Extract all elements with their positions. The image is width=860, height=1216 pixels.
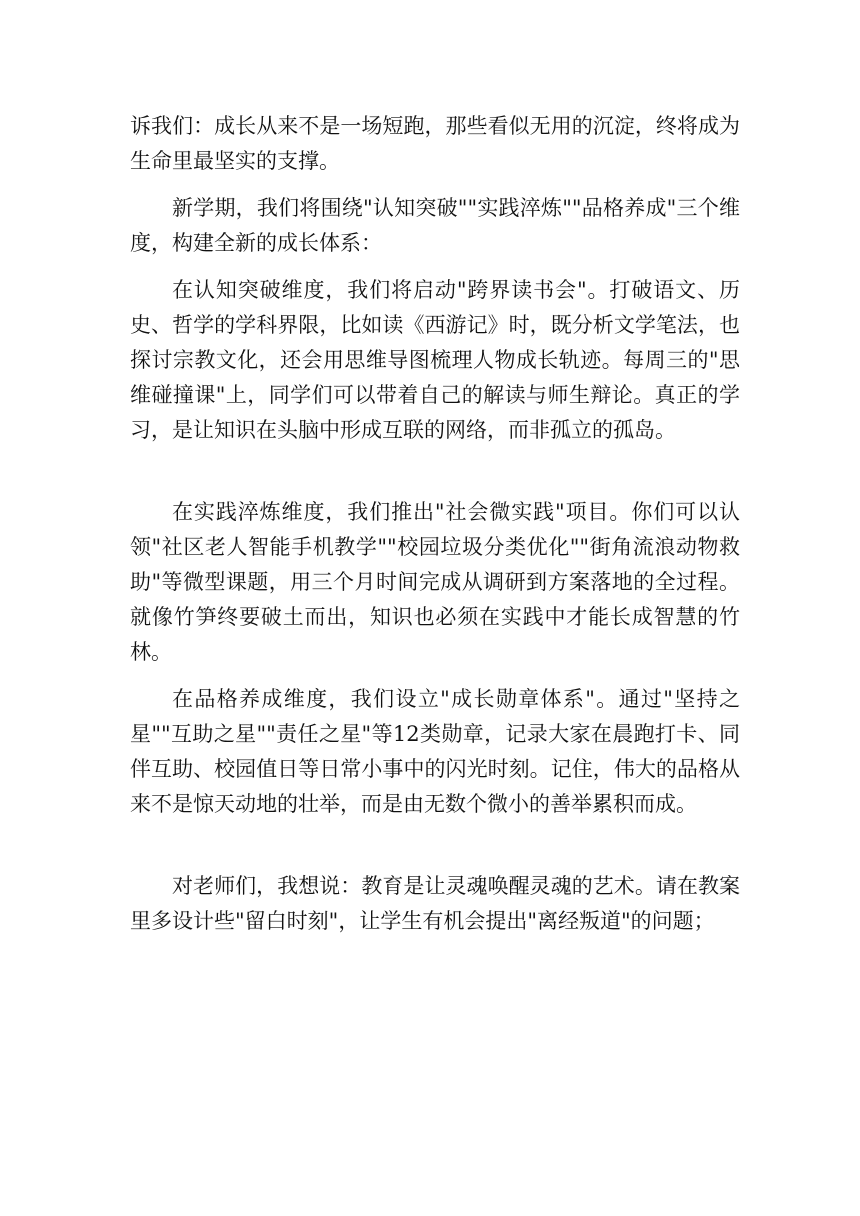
paragraph-continued: 诉我们：成长从来不是一场短跑，那些看似无用的沉淀，终将成为生命里最坚实的支撑。: [130, 114, 740, 173]
paragraph-spacing: [130, 448, 740, 495]
paragraph-spacing: [130, 261, 740, 273]
document-body: [130, 109, 740, 939]
paragraph-cognition: 在认知突破维度，我们将启动"跨界读书会"。打破语文、历史、哲学的学科界限，比如读《西游记》时，既分析文学笔法，也探讨宗教文化，还会用思维导图梳理人物成长轨迹。每周三的"思维碰撞课"上，同学们可以带着自己的解读与师生辩论。真正的学习，是让知识在头脑中形成互联的网络，而非孤立的孤岛。: [130, 278, 740, 442]
paragraph-character: 在品格养成维度，我们设立"成长勋章体系"。通过"坚持之星""互助之星""责任之星"等12类勋章，记录大家在晨跑打卡、同伴互助、校园值日等日常小事中的闪光时刻。记住，伟大的品格从来不是惊天动地的壮举，而是由无数个微小的善举累积而成。: [130, 687, 740, 816]
paragraph-teachers: 对老师们，我想说：教育是让灵魂唤醒灵魂的艺术。请在教案里多设计些"留白时刻"，让学生有机会提出"离经叛道"的问题；: [130, 874, 740, 933]
paragraph-spacing: [130, 179, 740, 191]
paragraph-spacing: [130, 822, 740, 869]
paragraph-spacing: [130, 670, 740, 682]
paragraph-practice: 在实践淬炼维度，我们推出"社会微实践"项目。你们可以认领"社区老人智能手机教学""校园垃圾分类优化""街角流浪动物救助"等微型课题，用三个月时间完成从调研到方案落地的全过程。就像竹笋终要破土而出，知识也必须在实践中才能长成智慧的竹林。: [130, 500, 740, 664]
paragraph-new-semester: 新学期，我们将围绕"认知突破""实践淬炼""品格养成"三个维度，构建全新的成长体系：: [130, 196, 740, 255]
